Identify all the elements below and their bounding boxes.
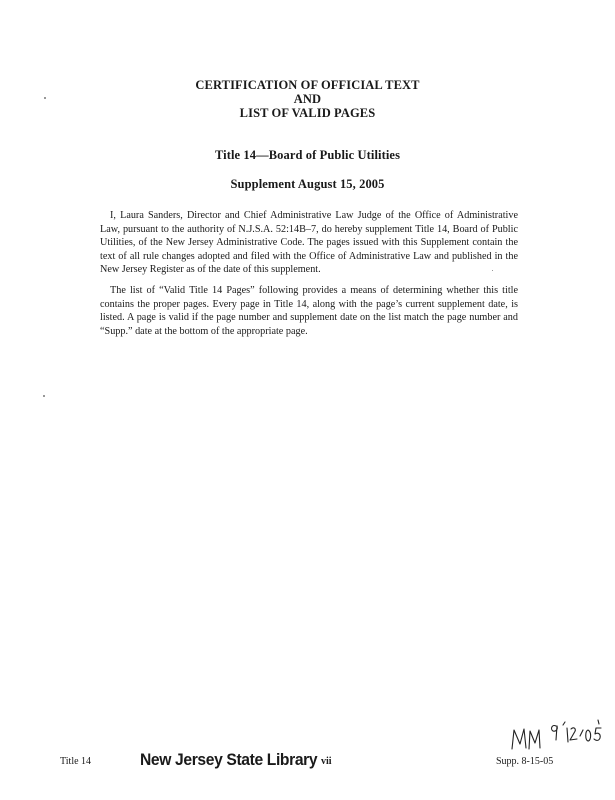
header-line-1: CERTIFICATION OF OFFICIAL TEXT [195, 78, 420, 92]
certification-paragraph: I, Laura Sanders, Director and Chief Administrative Law Judge of the Office of Administrative Law, pursuant to the authority of N.J.S.A. 52:14B–7, do hereby supplement Title 14, Board of Public Utilities, of the New Jersey Administrative Code. The pages issued with this Supplement contain the text of all rule changes adopted and filed with the Office of Administrative Law and published in the New Jersey Register as of the date of this supplement. [100, 210, 518, 276]
footer-supplement: Supp. 8-15-05 [496, 756, 554, 767]
page-number: vii [321, 756, 332, 767]
footer-title: Title 14 [60, 756, 92, 767]
handwritten-note [510, 716, 606, 752]
supplement-date-heading: Supplement August 15, 2005 [230, 177, 385, 191]
scan-speck [44, 97, 46, 99]
scan-speck [43, 395, 45, 397]
library-stamp: New Jersey State Library [140, 750, 318, 769]
valid-pages-paragraph: The list of “Valid Title 14 Pages” following provides a means of determining whether this title contains the proper pages. Every page in Title 14, along with the page’s current supplement date, is listed. A page is valid if the page number and supplement date on the list match the page number and “Supp.” date at the bottom of the appropriate page. [100, 285, 518, 337]
header-line-2: AND [293, 92, 322, 106]
scan-speck [492, 270, 493, 271]
title-heading: Title 14—Board of Public Utilities [214, 148, 401, 162]
header-line-3: LIST OF VALID PAGES [239, 106, 376, 120]
